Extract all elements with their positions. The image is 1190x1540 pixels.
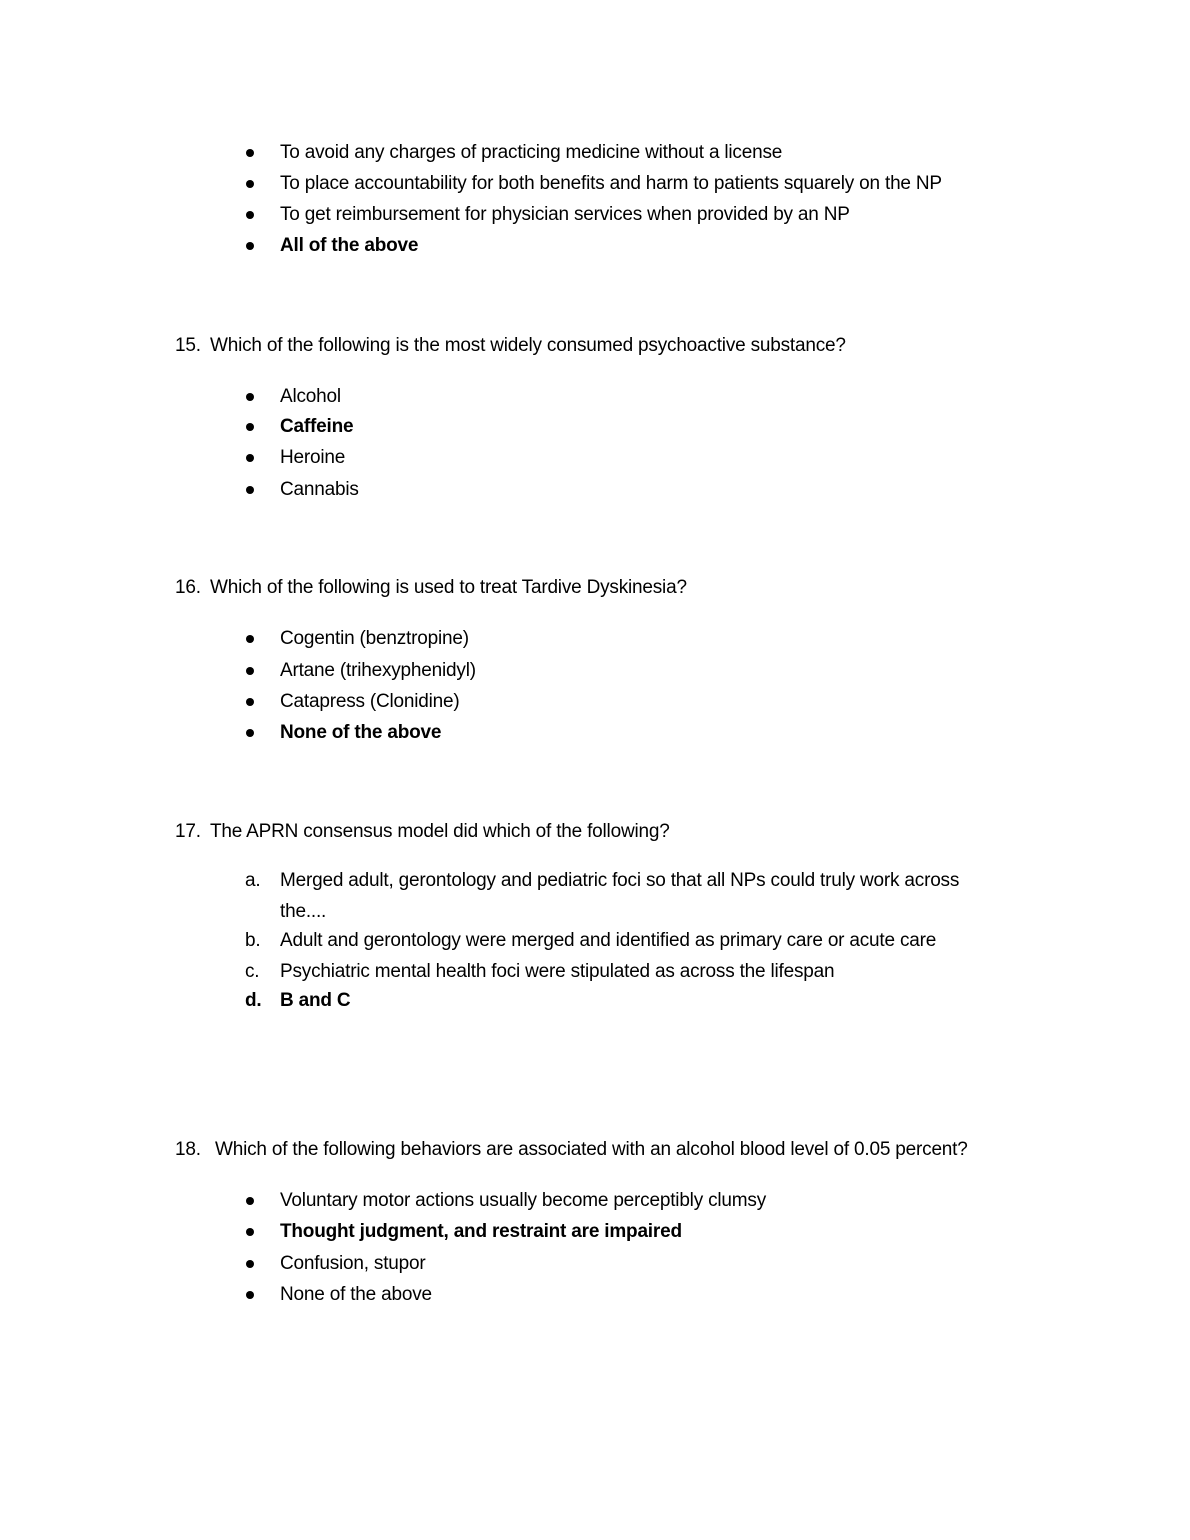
bullet-icon (246, 635, 254, 643)
option-text-correct: All of the above (280, 235, 419, 256)
question-text: Which of the following behaviors are associated with an alcohol blood level of 0.05 percent? (215, 1139, 968, 1160)
option-item (0, 170, 1190, 198)
bullet-icon (246, 667, 254, 675)
option-item (0, 476, 1190, 504)
option-text: Merged adult, gerontology and pediatric foci so that all NPs could truly work across (280, 870, 960, 891)
option-text: To get reimbursement for physician services when provided by an NP (280, 204, 850, 225)
option-item (0, 657, 1190, 685)
question-line (0, 818, 1190, 846)
option-item (0, 1250, 1190, 1278)
option-text: Artane (trihexyphenidyl) (280, 660, 476, 681)
option-text: Confusion, stupor (280, 1253, 426, 1274)
option-item-correct (0, 413, 1190, 441)
option-marker: c. (245, 961, 260, 982)
option-marker: a. (245, 870, 261, 891)
option-text-correct: Thought judgment, and restraint are impaired (280, 1221, 682, 1242)
option-marker: d. (245, 990, 262, 1011)
option-item-correct (0, 719, 1190, 747)
option-text-correct: B and C (280, 990, 351, 1011)
option-text-correct: None of the above (280, 722, 442, 743)
option-text: Cannabis (280, 479, 359, 500)
option-text-correct: Caffeine (280, 416, 354, 437)
bullet-icon (246, 242, 254, 250)
option-item (0, 139, 1190, 167)
option-marker: b. (245, 930, 261, 951)
option-item (0, 688, 1190, 716)
option-text: None of the above (280, 1284, 432, 1305)
option-text: To place accountability for both benefits and harm to patients squarely on the NP (280, 173, 942, 194)
option-item-continuation (0, 898, 1190, 926)
option-item (0, 444, 1190, 472)
bullet-icon (246, 1260, 254, 1268)
option-item (0, 867, 1190, 895)
option-item (0, 1187, 1190, 1215)
bullet-icon (246, 180, 254, 188)
bullet-icon (246, 1291, 254, 1299)
bullet-icon (246, 393, 254, 401)
option-item-correct (0, 987, 1190, 1015)
option-text: To avoid any charges of practicing medicine without a license (280, 142, 783, 163)
option-item (0, 927, 1190, 955)
question-number: 18. (175, 1139, 201, 1160)
option-text: Voluntary motor actions usually become perceptibly clumsy (280, 1190, 766, 1211)
question-text: The APRN consensus model did which of the following? (210, 821, 670, 842)
option-item (0, 201, 1190, 229)
question-number: 15. (175, 335, 201, 356)
option-text: the.... (280, 901, 327, 922)
option-item (0, 1281, 1190, 1309)
question-line (0, 332, 1190, 360)
option-item-correct (0, 1218, 1190, 1246)
bullet-icon (246, 698, 254, 706)
bullet-icon (246, 423, 254, 431)
option-text: Alcohol (280, 386, 341, 407)
question-line (0, 1136, 1190, 1164)
option-item-correct (0, 232, 1190, 260)
question-text: Which of the following is used to treat Tardive Dyskinesia? (210, 577, 687, 598)
option-text: Psychiatric mental health foci were stipulated as across the lifespan (280, 961, 835, 982)
question-line (0, 574, 1190, 602)
option-item (0, 383, 1190, 411)
question-number: 17. (175, 821, 201, 842)
bullet-icon (246, 1228, 254, 1236)
bullet-icon (246, 211, 254, 219)
option-text: Cogentin (benztropine) (280, 628, 469, 649)
option-item (0, 625, 1190, 653)
bullet-icon (246, 149, 254, 157)
bullet-icon (246, 486, 254, 494)
option-text: Heroine (280, 447, 346, 468)
question-number: 16. (175, 577, 201, 598)
option-text: Adult and gerontology were merged and identified as primary care or acute care (280, 930, 937, 951)
option-text: Catapress (Clonidine) (280, 691, 460, 712)
bullet-icon (246, 454, 254, 462)
option-item (0, 958, 1190, 986)
question-text: Which of the following is the most widely consumed psychoactive substance? (210, 335, 846, 356)
bullet-icon (246, 1197, 254, 1205)
bullet-icon (246, 729, 254, 737)
